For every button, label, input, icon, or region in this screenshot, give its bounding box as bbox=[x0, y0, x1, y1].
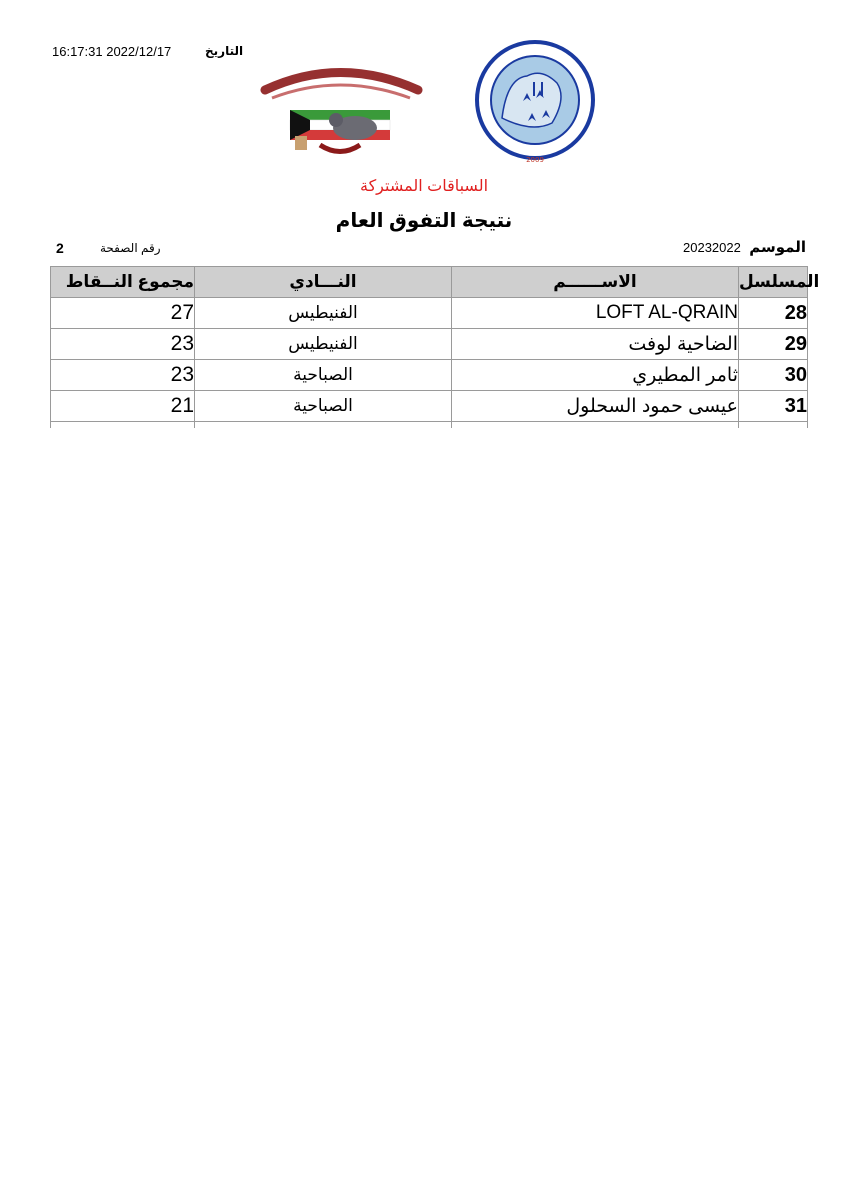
results-table bbox=[50, 266, 820, 428]
header-club: النـــادي bbox=[195, 267, 452, 298]
cell-name: ثامر المطيري bbox=[452, 360, 739, 391]
table-row bbox=[51, 360, 808, 391]
svg-text:2009: 2009 bbox=[526, 156, 544, 164]
report-subtitle: السباقات المشتركة bbox=[359, 178, 489, 195]
page-number-value: 2 bbox=[56, 240, 64, 256]
page-number-label: رقم الصفحة bbox=[100, 241, 161, 255]
season-label: الموسم bbox=[749, 239, 806, 256]
stub-cell bbox=[739, 422, 808, 429]
cell-serial: 28 bbox=[739, 298, 808, 329]
season-value: 20232022 bbox=[683, 240, 741, 255]
stub-cell bbox=[195, 422, 452, 429]
stub-cell bbox=[452, 422, 739, 429]
cell-serial: 29 bbox=[739, 329, 808, 360]
cell-name: عيسى حمود السحلول bbox=[452, 391, 739, 422]
club-logo-icon bbox=[250, 50, 430, 160]
cell-points: 27 bbox=[51, 298, 195, 329]
cell-points: 23 bbox=[51, 329, 195, 360]
header-points: مجموع النــقاط bbox=[51, 267, 195, 298]
cell-serial: 31 bbox=[739, 391, 808, 422]
table-row-stub bbox=[51, 422, 808, 429]
report-title: نتيجة التفوق العام bbox=[335, 210, 513, 232]
table-row bbox=[51, 329, 808, 360]
cell-points: 21 bbox=[51, 391, 195, 422]
cell-name: LOFT AL-QRAIN bbox=[452, 298, 739, 329]
cell-club: الفنيطيس bbox=[195, 298, 452, 329]
header-serial: المسلسل bbox=[739, 267, 808, 298]
cell-serial: 30 bbox=[739, 360, 808, 391]
table-row bbox=[51, 391, 808, 422]
report-date-value: 16:17:31 2022/12/17 bbox=[52, 44, 172, 59]
cell-club: الصباحية bbox=[195, 391, 452, 422]
cell-name: الضاحية لوفت bbox=[452, 329, 739, 360]
federation-logo-icon bbox=[472, 38, 598, 166]
cell-points: 23 bbox=[51, 360, 195, 391]
report-date-label: التاريخ bbox=[205, 44, 244, 58]
stub-cell bbox=[51, 422, 195, 429]
header-name: الاســــــم bbox=[452, 267, 739, 298]
table-header-row bbox=[51, 267, 808, 298]
cell-club: الصباحية bbox=[195, 360, 452, 391]
cell-club: الفنيطيس bbox=[195, 329, 452, 360]
table-row bbox=[51, 298, 808, 329]
